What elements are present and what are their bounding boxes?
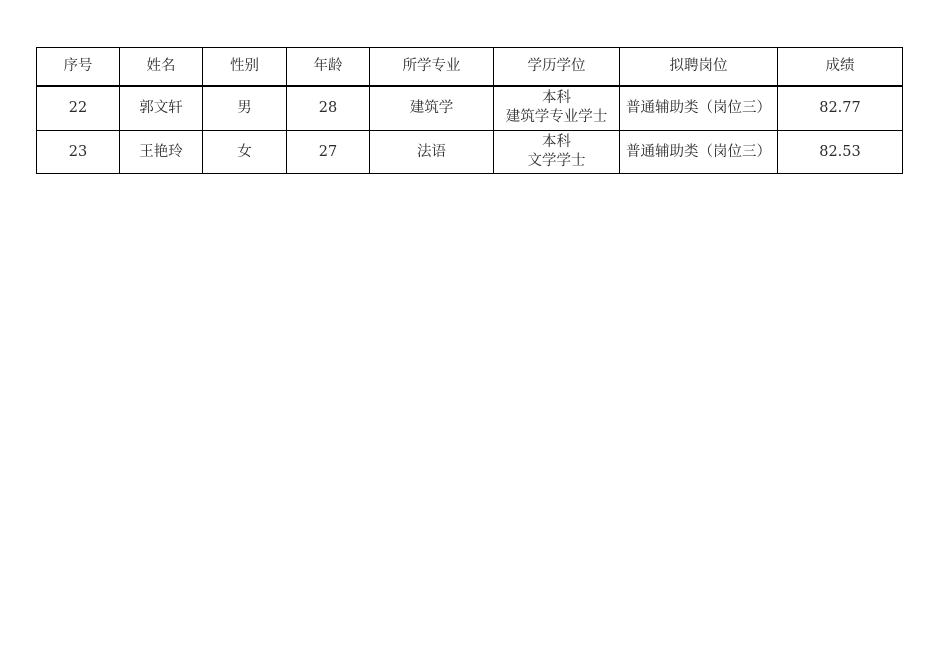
column-header-seq: 序号 [37,48,120,86]
column-header-degree: 学历学位 [494,48,620,86]
column-header-age: 年龄 [287,48,370,86]
cell-gender: 女 [203,131,287,174]
cell-score: 82.53 [778,131,903,174]
cell-name: 郭文轩 [120,86,203,131]
degree-level-text: 本科 [542,134,571,150]
cell-seq: 23 [37,131,120,174]
cell-gender: 男 [203,86,287,131]
column-header-score: 成绩 [778,48,903,86]
cell-major: 法语 [370,131,494,174]
degree-title-text: 建筑学专业学士 [505,109,608,126]
cell-age: 28 [287,86,370,131]
degree-title-text: 文学学士 [527,153,586,169]
column-header-gender: 性别 [203,48,287,86]
degree-level-text: 本科 [542,90,571,107]
cell-seq: 22 [37,86,120,131]
column-header-name: 姓名 [120,48,203,86]
cell-major: 建筑学 [370,86,494,131]
column-header-position: 拟聘岗位 [620,48,778,86]
cell-position: 普通辅助类（岗位三） [620,86,778,131]
cell-position: 普通辅助类（岗位三） [620,131,778,174]
column-header-major: 所学专业 [370,48,494,86]
table-row [37,131,903,174]
cell-name: 王艳玲 [120,131,203,174]
cell-age: 27 [287,131,370,174]
table-header-row [37,48,903,86]
candidates-table [36,47,903,174]
cell-score: 82.77 [778,86,903,131]
table-row [37,86,903,131]
cell-degree [494,86,620,131]
cell-degree [494,131,620,174]
